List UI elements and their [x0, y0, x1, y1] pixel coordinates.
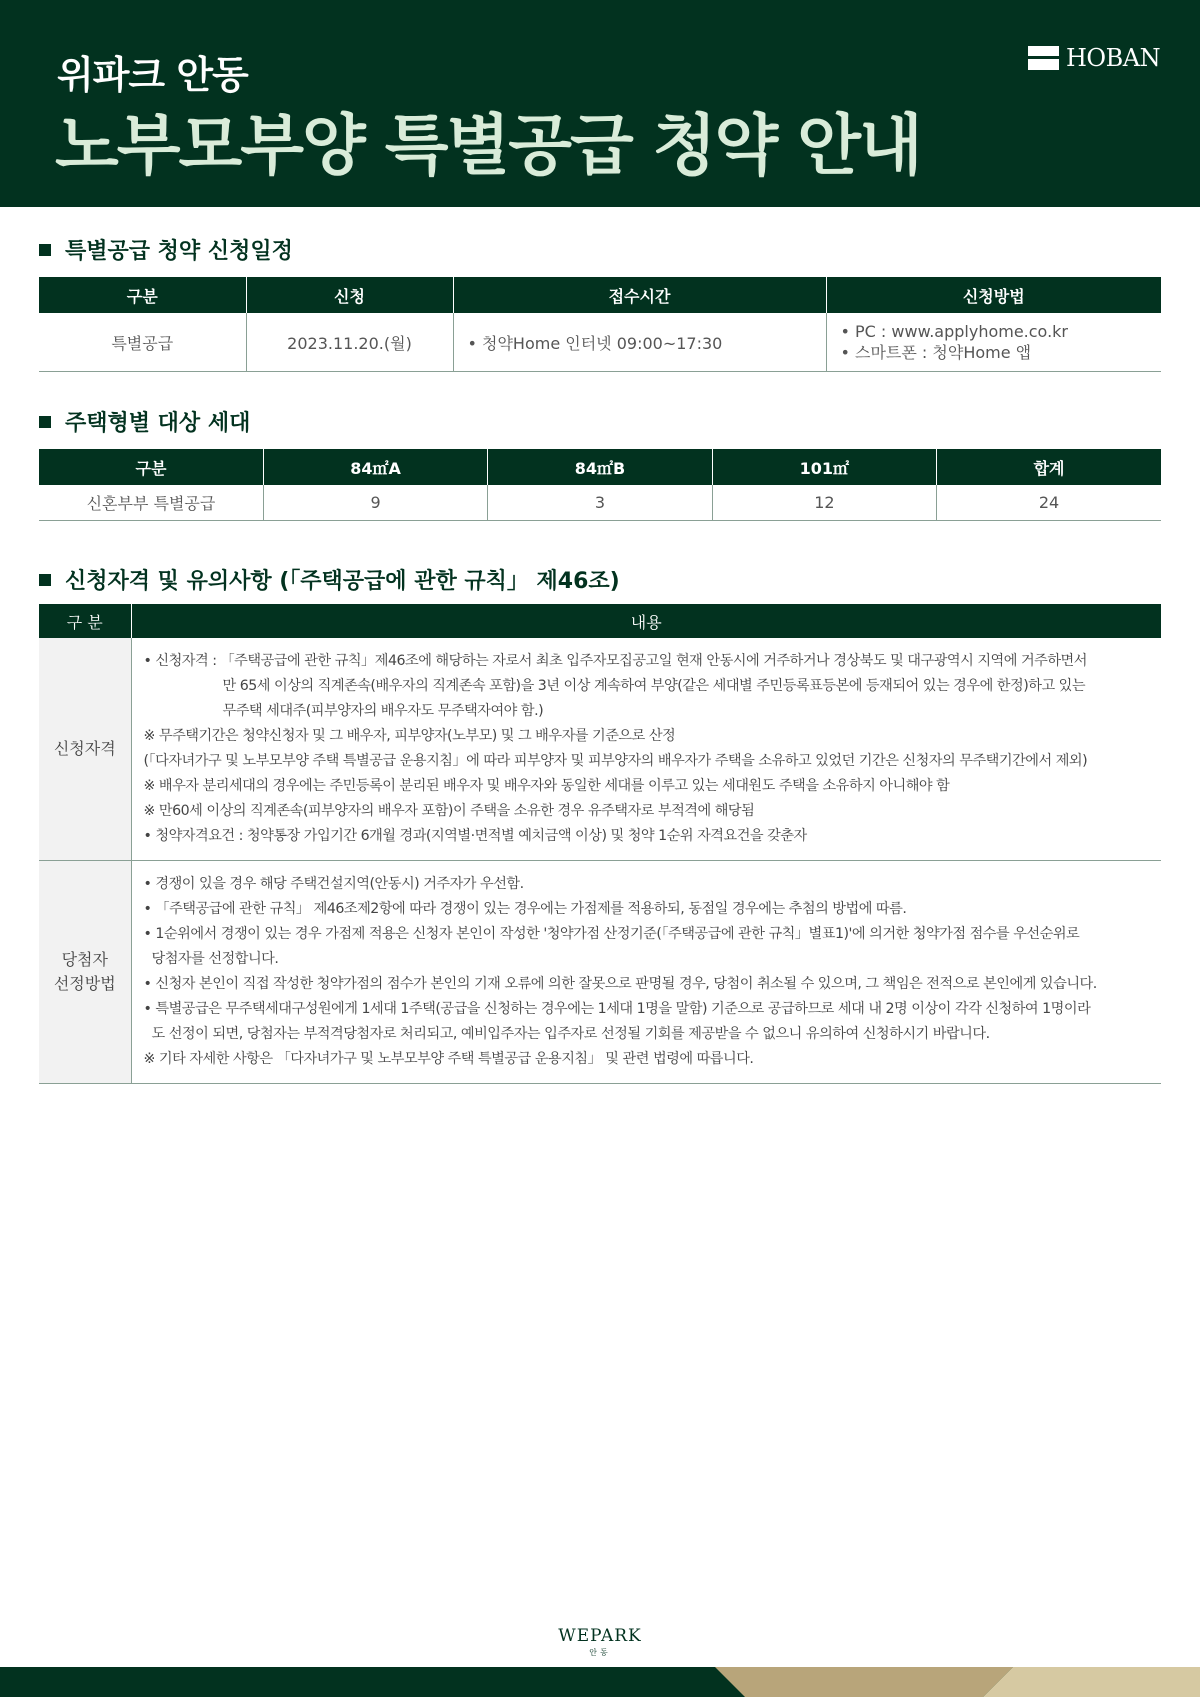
row-label: 당첨자 선정방법 [39, 861, 131, 1084]
column-header: 84㎡B [488, 449, 712, 485]
footer-band-light-gold [983, 1667, 1200, 1697]
households-table [39, 449, 1161, 521]
content-line: • 신청자 본인이 직접 작성한 청약가점의 점수가 본인의 기재 오류에 의한 잘못으로 판명될 경우, 당첨이 취소될 수 있으며, 그 책임은 전적으로 본인에게 있습니다. [143, 976, 1097, 992]
column-header: 84㎡A [263, 449, 487, 485]
method-mobile: • 스마트폰 : 청약Home 앱 [840, 343, 1032, 362]
column-header: 합계 [937, 449, 1161, 485]
footer-band-gold [715, 1667, 1013, 1697]
table-header-row [39, 604, 1161, 638]
table-row [39, 313, 1161, 372]
wepark-logo-subtext: 안동 [589, 1648, 611, 1657]
content-line: 만 65세 이상의 직계존속(배우자의 직계존속 포함)을 3년 이상 계속하여 부양(같은 세대별 주민등록표등본에 등재되어 있는 경우에 한정)하고 있는 [222, 678, 1086, 694]
content-line: (「다자녀가구 및 노부모부양 주택 특별공급 운용지침」에 따라 피부양자 및 피부양자의 배우자가 주택을 소유하고 있었던 기간은 신청자의 무주택기간에서 제외) [143, 753, 1088, 769]
content-line: • 신청자격 : 「주택공급에 관한 규칙」제46조에 해당하는 자로서 최초 입주자모집공고일 현재 안동시에 거주하거나 경상북도 및 대구광역시 지역에 거주하면서 [143, 653, 1087, 669]
content-line: ※ 기타 자세한 사항은 「다자녀가구 및 노부모부양 주택 특별공급 운용지침」 및 관련 법령에 따릅니다. [143, 1051, 754, 1067]
content-line: ※ 무주택기간은 청약신청자 및 그 배우자, 피부양자(노부모) 및 그 배우자를 기준으로 산정 [143, 728, 676, 744]
content-line: 도 선정이 되면, 당첨자는 부적격당첨자로 처리되고, 예비입주자는 입주자로 선정될 기회를 제공받을 수 없으니 유의하여 신청하시기 바랍니다. [151, 1026, 990, 1042]
table-cell: • 청약Home 인터넷 09:00~17:30 [453, 313, 826, 372]
table-cell: 신혼부부 특별공급 [39, 485, 263, 521]
schedule-table [39, 277, 1161, 372]
table-header-row [39, 277, 1161, 313]
row-label: 신청자격 [39, 638, 131, 861]
square-bullet-icon [39, 244, 51, 256]
column-header: 구 분 [39, 604, 131, 638]
table-header-row [39, 449, 1161, 485]
section-title-qualification: 신청자격 및 유의사항 (「주택공급에 관한 규칙」 제46조) [39, 564, 620, 595]
page-subtitle: 위파크 안동 [57, 53, 248, 97]
table-cell: 12 [712, 485, 936, 521]
content-line: • 특별공급은 무주택세대구성원에게 1세대 1주택(공급을 신청하는 경우에는 1세대 1명을 말함) 기준으로 공급하므로 세대 내 2명 이상이 각각 신청하여 1명이라 [143, 1001, 1091, 1017]
table-row [39, 638, 1161, 861]
section-title-schedule: 특별공급 청약 신청일정 [39, 234, 293, 265]
content-line: • 1순위에서 경쟁이 있는 경우 가점제 적용은 신청자 본인이 작성한 '청약가점 산정기준(「주택공급에 관한 규칙」별표1)'에 의거한 청약가점 점수를 우선순위로 [143, 926, 1080, 942]
wepark-logo-text: WEPARK [558, 1626, 642, 1646]
content-line: • 청약자격요건 : 청약통장 가입기간 6개월 경과(지역별·면적별 예치금액 이상) 및 청약 1순위 자격요건을 갖춘자 [143, 828, 807, 844]
table-cell-method [826, 313, 1161, 372]
section-title-households: 주택형별 대상 세대 [39, 406, 250, 437]
table-cell: 2023.11.20.(월) [246, 313, 453, 372]
hoban-logo [1028, 45, 1160, 71]
header-banner [0, 0, 1200, 207]
column-header: 구분 [39, 449, 263, 485]
table-cell: 특별공급 [39, 313, 246, 372]
hoban-logo-text: HOBAN [1066, 44, 1161, 72]
row-content [131, 638, 1161, 861]
content-line: • 「주택공급에 관한 규칙」 제46조제2항에 따라 경쟁이 있는 경우에는 가점제를 적용하되, 동점일 경우에는 추첨의 방법에 따름. [143, 901, 907, 917]
wepark-logo [0, 1626, 1200, 1658]
content-line: ※ 배우자 분리세대의 경우에는 주민등록이 분리된 배우자 및 배우자와 동일한 세대를 이루고 있는 세대원도 주택을 소유하지 아니해야 함 [143, 778, 950, 794]
qualification-table [39, 604, 1161, 1084]
row-content [131, 861, 1161, 1084]
column-header: 접수시간 [453, 277, 826, 313]
square-bullet-icon [39, 574, 51, 586]
content-line: ※ 만60세 이상의 직계존속(피부양자의 배우자 포함)이 주택을 소유한 경우 유주택자로 부적격에 해당됨 [143, 803, 755, 819]
method-pc: • PC : www.applyhome.co.kr [840, 322, 1068, 341]
table-row [39, 861, 1161, 1084]
column-header: 내용 [131, 604, 1161, 638]
column-header: 구분 [39, 277, 246, 313]
hoban-logo-icon [1028, 46, 1059, 70]
column-header: 101㎡ [712, 449, 936, 485]
table-cell: 24 [937, 485, 1161, 521]
square-bullet-icon [39, 416, 51, 428]
table-cell: 3 [488, 485, 712, 521]
table-row [39, 485, 1161, 521]
content-line: 당첨자를 선정합니다. [151, 951, 279, 967]
column-header: 신청 [246, 277, 453, 313]
content-line: 무주택 세대주(피부양자의 배우자도 무주택자여야 함.) [222, 703, 544, 719]
page-title: 노부모부양 특별공급 청약 안내 [55, 107, 921, 184]
content-line: • 경쟁이 있을 경우 해당 주택건설지역(안동시) 거주자가 우선함. [143, 876, 524, 892]
column-header: 신청방법 [826, 277, 1161, 313]
table-cell: 9 [263, 485, 487, 521]
footer-band [0, 1667, 1200, 1697]
